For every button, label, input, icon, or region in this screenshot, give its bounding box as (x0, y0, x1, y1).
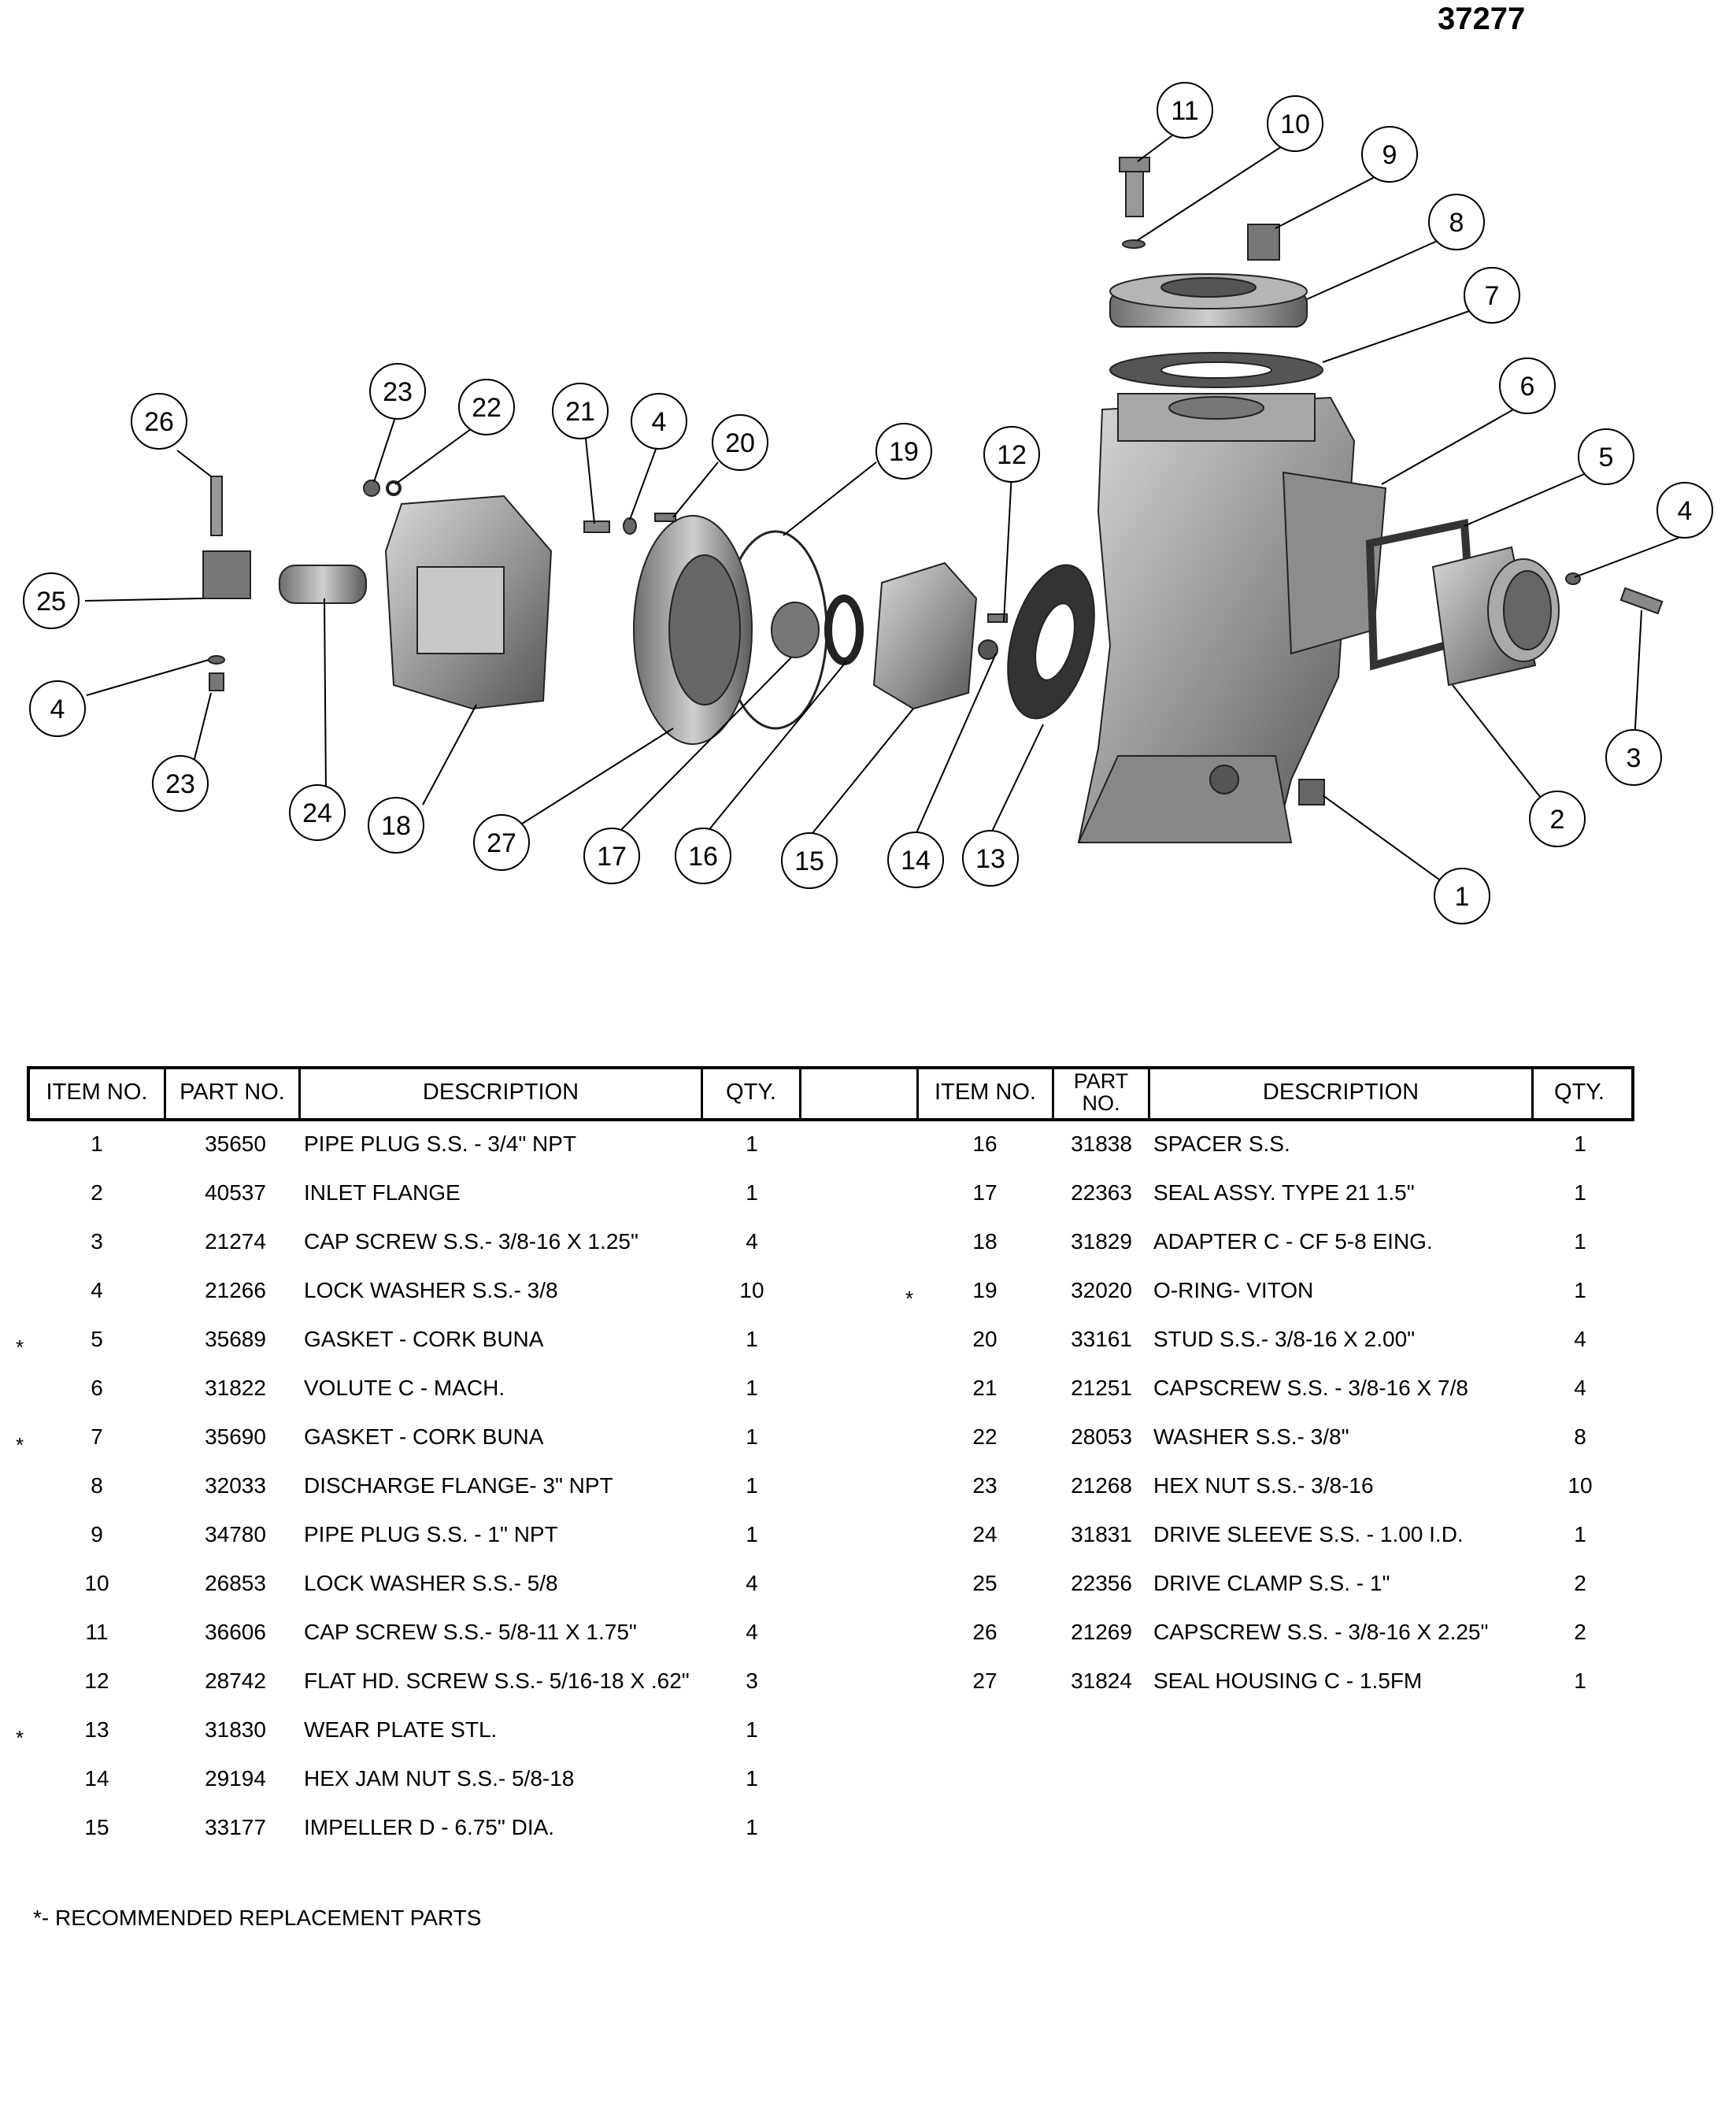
nut-23 (364, 480, 379, 496)
balloon-1 (1434, 869, 1490, 924)
item-no: 18 (972, 1229, 998, 1254)
table-row (0, 1812, 866, 1843)
part-no: 35689 (205, 1327, 266, 1351)
svg-text:2: 2 (1549, 805, 1565, 835)
part-no: 33161 (1071, 1327, 1132, 1351)
replacement-marker: * (16, 1433, 24, 1457)
svg-text:20: 20 (725, 428, 755, 458)
item-no: 12 (84, 1669, 109, 1693)
item-no: 25 (972, 1571, 998, 1595)
item-no: 19 (972, 1278, 998, 1302)
header-qty: QTY. (726, 1079, 776, 1105)
item-no: 2 (91, 1180, 103, 1205)
item-no: 10 (84, 1571, 109, 1595)
svg-text:25: 25 (36, 587, 66, 617)
table-row (0, 1177, 866, 1209)
description: WEAR PLATE STL. (304, 1717, 498, 1742)
svg-text:8: 8 (1449, 208, 1464, 238)
svg-text:4: 4 (651, 407, 667, 437)
pipe-plug-bottom (1299, 780, 1324, 805)
item-no: 20 (972, 1327, 998, 1351)
header-description: DESCRIPTION (422, 1079, 579, 1105)
footnote: *- RECOMMENDED REPLACEMENT PARTS (33, 1906, 482, 1930)
part-no: 21274 (205, 1229, 266, 1254)
replacement-marker: * (16, 1726, 24, 1750)
svg-text:19: 19 (889, 437, 919, 467)
part-no: 26853 (205, 1571, 266, 1595)
qty: 1 (1574, 1669, 1586, 1693)
table-row (0, 1617, 866, 1648)
description: PIPE PLUG S.S. - 1" NPT (304, 1522, 558, 1546)
balloon-27 (474, 815, 529, 870)
table-row (0, 1470, 866, 1502)
svg-text:17: 17 (597, 842, 627, 872)
part-no: 31830 (205, 1717, 266, 1742)
part-no: 32020 (1071, 1278, 1132, 1302)
table-row (0, 1519, 866, 1550)
stud (655, 513, 676, 521)
item-no: 14 (84, 1766, 109, 1791)
description: CAPSCREW S.S. - 3/8-16 X 7/8 (1153, 1376, 1468, 1400)
description: GASKET - CORK BUNA (304, 1424, 544, 1449)
qty: 4 (746, 1620, 758, 1644)
part-no: 31838 (1071, 1132, 1132, 1156)
part-no: 21268 (1071, 1473, 1132, 1498)
table-row (0, 1568, 866, 1599)
svg-text:24: 24 (302, 798, 332, 828)
table-row (0, 1665, 866, 1697)
seal-assembly (772, 602, 819, 657)
table-row (0, 1226, 866, 1257)
balloon-26 (131, 394, 187, 449)
balloon-5 (1579, 429, 1634, 484)
table-row (866, 1568, 1653, 1599)
item-no: 21 (972, 1376, 998, 1400)
volute-top-port (1169, 397, 1264, 419)
qty: 1 (746, 1180, 758, 1205)
balloon-20 (713, 415, 768, 470)
item-no: 9 (91, 1522, 103, 1546)
balloon-18 (368, 798, 424, 853)
qty: 1 (1574, 1278, 1586, 1302)
description: CAPSCREW S.S. - 3/8-16 X 2.25" (1153, 1620, 1489, 1644)
description: STUD S.S.- 3/8-16 X 2.00" (1153, 1327, 1416, 1351)
description: FLAT HD. SCREW S.S.- 5/16-18 X .62" (304, 1669, 690, 1693)
qty: 4 (1574, 1327, 1586, 1351)
svg-text:9: 9 (1382, 140, 1397, 170)
description: DRIVE SLEEVE S.S. - 1.00 I.D. (1153, 1522, 1464, 1546)
part-drawings (203, 157, 1662, 843)
description: LOCK WASHER S.S.- 3/8 (304, 1278, 558, 1302)
qty: 3 (746, 1669, 758, 1693)
table-row (866, 1128, 1653, 1160)
qty: 1 (746, 1815, 758, 1839)
qty: 10 (739, 1278, 764, 1302)
svg-text:22: 22 (472, 393, 502, 423)
item-no: 11 (85, 1620, 109, 1644)
qty: 1 (1574, 1180, 1586, 1205)
table-row (0, 1714, 866, 1750)
drive-sleeve (279, 565, 366, 603)
balloon-7 (1464, 268, 1519, 323)
part-no: 28053 (1071, 1424, 1132, 1449)
svg-text:4: 4 (1677, 496, 1693, 526)
part-no: 29194 (205, 1766, 266, 1791)
balloon-11 (1157, 83, 1212, 138)
table-row (0, 1763, 866, 1795)
description: O-RING- VITON (1153, 1278, 1314, 1302)
table-row (866, 1372, 1653, 1404)
svg-text:21: 21 (565, 397, 595, 427)
item-no: 26 (972, 1620, 998, 1644)
part-no: 22356 (1071, 1571, 1132, 1595)
document-number: 37277 (1438, 2, 1526, 36)
item-no: 23 (972, 1473, 998, 1498)
table-row (866, 1177, 1653, 1209)
item-no: 16 (972, 1132, 998, 1156)
description: DRIVE CLAMP S.S. - 1" (1153, 1571, 1390, 1595)
qty: 1 (746, 1424, 758, 1449)
balloon-22 (459, 380, 514, 435)
table-row (0, 1372, 866, 1404)
pipe-plug-top (1248, 224, 1279, 260)
table-row (866, 1324, 1653, 1355)
balloon-4b (631, 394, 687, 449)
qty: 1 (746, 1473, 758, 1498)
svg-text:23: 23 (383, 377, 413, 407)
capscrew-21 (584, 521, 609, 532)
spacer-ring (828, 598, 860, 661)
part-no: 31822 (205, 1376, 266, 1400)
header-description-right: DESCRIPTION (1262, 1079, 1420, 1105)
balloon-8 (1429, 194, 1484, 250)
balloon-6 (1500, 358, 1555, 413)
table-row (866, 1617, 1653, 1648)
svg-text:1: 1 (1454, 882, 1470, 912)
table-row (0, 1421, 866, 1457)
qty: 1 (746, 1376, 758, 1400)
item-no: 13 (84, 1717, 109, 1742)
table-row (866, 1665, 1653, 1697)
description: HEX NUT S.S.- 3/8-16 (1153, 1473, 1374, 1498)
item-no: 8 (91, 1473, 103, 1498)
balloon-4a (1657, 483, 1712, 538)
balloon-23a (370, 364, 425, 419)
table-row (866, 1226, 1653, 1257)
part-no: 32033 (205, 1473, 266, 1498)
description: SEAL ASSY. TYPE 21 1.5" (1153, 1180, 1415, 1205)
replacement-marker: * (905, 1287, 914, 1310)
part-no: 35690 (205, 1424, 266, 1449)
description: CAP SCREW S.S.- 5/8-11 X 1.75" (304, 1620, 637, 1644)
part-no: 34780 (205, 1522, 266, 1546)
svg-text:3: 3 (1626, 743, 1642, 773)
part-no: 31824 (1071, 1669, 1132, 1693)
table-row (866, 1421, 1653, 1453)
header-qty-right: QTY. (1554, 1079, 1605, 1105)
part-no: 31829 (1071, 1229, 1132, 1254)
balloon-10 (1268, 96, 1323, 151)
item-no: 17 (972, 1180, 998, 1205)
item-no: 15 (84, 1815, 109, 1839)
table-row (866, 1519, 1653, 1550)
svg-text:26: 26 (144, 407, 174, 437)
header-part-no: PART NO. (180, 1079, 285, 1105)
part-no: 21269 (1071, 1620, 1132, 1644)
description: HEX JAM NUT S.S.- 5/8-18 (304, 1766, 575, 1791)
description: GASKET - CORK BUNA (304, 1327, 544, 1351)
description: VOLUTE C - MACH. (304, 1376, 505, 1400)
part-no: 40537 (205, 1180, 266, 1205)
svg-text:6: 6 (1519, 372, 1535, 402)
qty: 4 (1574, 1376, 1586, 1400)
balloon-23b (153, 756, 208, 811)
header-item-no-right: ITEM NO. (935, 1079, 1036, 1105)
table-row (0, 1128, 866, 1160)
part-no: 35650 (205, 1132, 266, 1156)
header-part-no-right: PART NO. (1073, 1069, 1129, 1115)
part-no: 22363 (1071, 1180, 1132, 1205)
balloon-17 (584, 828, 639, 883)
svg-text:7: 7 (1484, 281, 1500, 311)
svg-text:11: 11 (1171, 96, 1199, 126)
description: SEAL HOUSING C - 1.5FM (1153, 1669, 1423, 1693)
svg-text:15: 15 (794, 846, 824, 876)
balloon-19 (876, 424, 931, 479)
svg-text:10: 10 (1280, 109, 1310, 139)
svg-text:13: 13 (975, 844, 1005, 874)
balloon-12 (984, 427, 1039, 482)
part-no: 33177 (205, 1815, 266, 1839)
balloon-15 (782, 833, 837, 888)
qty: 2 (1574, 1571, 1586, 1595)
description: IMPELLER D - 6.75" DIA. (304, 1815, 555, 1839)
svg-text:12: 12 (997, 440, 1027, 470)
table-row (866, 1275, 1653, 1310)
description: CAP SCREW S.S.- 3/8-16 X 1.25" (304, 1229, 639, 1254)
impeller (874, 563, 976, 709)
svg-text:14: 14 (901, 846, 931, 876)
item-no: 1 (91, 1132, 103, 1156)
qty: 2 (1574, 1620, 1586, 1644)
item-no: 24 (972, 1522, 998, 1546)
table-row (866, 1470, 1653, 1502)
qty: 1 (746, 1132, 758, 1156)
header-item-no: ITEM NO. (46, 1079, 148, 1105)
item-no: 6 (91, 1376, 103, 1400)
volute-bottom-plug (1210, 765, 1238, 794)
part-no: 21251 (1071, 1376, 1132, 1400)
qty: 1 (1574, 1229, 1586, 1254)
balloon-14 (888, 832, 943, 887)
svg-text:23: 23 (165, 769, 195, 799)
part-no: 21266 (205, 1278, 266, 1302)
qty: 1 (746, 1766, 758, 1791)
balloon-13 (963, 831, 1018, 886)
description: LOCK WASHER S.S.- 5/8 (304, 1571, 558, 1595)
svg-text:27: 27 (487, 828, 516, 858)
description: INLET FLANGE (304, 1180, 461, 1205)
qty: 4 (746, 1229, 758, 1254)
item-no: 27 (972, 1669, 998, 1693)
drive-clamp (203, 551, 250, 598)
replacement-marker: * (16, 1335, 24, 1359)
balloon-9 (1362, 127, 1417, 182)
balloon-25 (24, 573, 79, 628)
balloon-3 (1606, 730, 1661, 785)
svg-text:5: 5 (1598, 443, 1614, 472)
description: PIPE PLUG S.S. - 3/4" NPT (304, 1132, 577, 1156)
qty: 8 (1574, 1424, 1586, 1449)
svg-text:18: 18 (381, 811, 411, 841)
item-no: 7 (91, 1424, 103, 1449)
description: SPACER S.S. (1153, 1132, 1290, 1156)
qty: 10 (1568, 1473, 1593, 1498)
balloon-4c (30, 681, 85, 736)
item-no: 3 (91, 1229, 103, 1254)
balloon-24 (290, 785, 345, 840)
svg-text:4: 4 (50, 694, 65, 724)
balloon-16 (676, 828, 731, 883)
qty: 1 (746, 1522, 758, 1546)
svg-text:16: 16 (688, 842, 718, 872)
balloon-2 (1530, 791, 1585, 846)
part-no: 31831 (1071, 1522, 1132, 1546)
capscrew-26 (211, 476, 222, 535)
description: DISCHARGE FLANGE- 3" NPT (304, 1473, 613, 1498)
description: ADAPTER C - CF 5-8 EING. (1153, 1229, 1433, 1254)
description: WASHER S.S.- 3/8" (1153, 1424, 1349, 1449)
qty: 1 (746, 1327, 758, 1351)
table-row (0, 1275, 866, 1306)
balloon-21 (553, 383, 608, 439)
item-no: 5 (91, 1327, 103, 1351)
table-row (0, 1324, 866, 1359)
qty: 1 (1574, 1522, 1586, 1546)
part-no: 36606 (205, 1620, 266, 1644)
washer-22 (387, 482, 400, 494)
qty: 1 (746, 1717, 758, 1742)
qty: 4 (746, 1571, 758, 1595)
inlet-cap-screw (1621, 588, 1662, 613)
item-no: 4 (91, 1278, 103, 1302)
part-no: 28742 (205, 1669, 266, 1693)
item-no: 22 (972, 1424, 998, 1449)
qty: 1 (1574, 1132, 1586, 1156)
exploded-pump-diagram (0, 39, 1736, 969)
